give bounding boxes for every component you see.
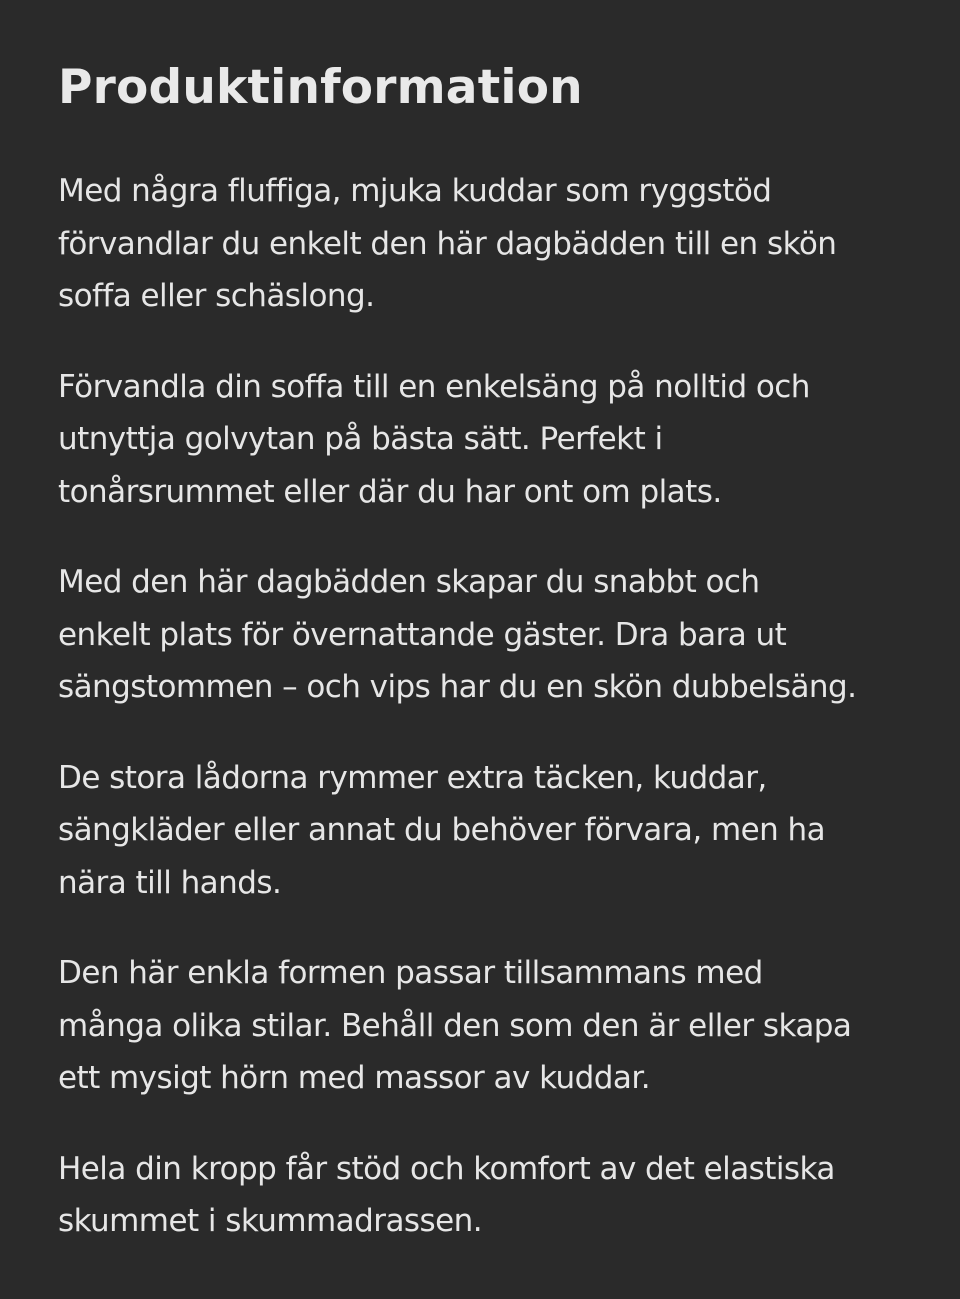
- paragraph-line: De stora lådorna rymmer extra täcken, kuddar,: [58, 759, 767, 796]
- paragraph-line: Med några fluffiga, mjuka kuddar som ryggstöd: [58, 173, 772, 209]
- description-paragraph: [58, 361, 908, 519]
- paragraph-line: enkelt plats för övernattande gäster. Dra bara ut: [58, 616, 787, 653]
- paragraph-line: ett mysigt hörn med massor av kuddar.: [58, 1060, 651, 1096]
- paragraph-line: Förvandla din soffa till en enkelsäng på nolltid och: [58, 368, 810, 405]
- paragraph-line: soffa eller schäslong.: [58, 278, 375, 314]
- paragraph-line: Den här enkla formen passar tillsammans med: [58, 955, 763, 991]
- paragraph-line: tonårsrummet eller där du har ont om plats.: [58, 473, 722, 510]
- paragraph-line: nära till hands.: [58, 864, 282, 901]
- paragraph-line: Med den här dagbädden skapar du snabbt och: [58, 564, 760, 600]
- product-description: [58, 165, 902, 1248]
- page-title: Produktinformation: [58, 60, 583, 115]
- paragraph-line: Hela din kropp får stöd och komfort av det elastiska: [58, 1150, 835, 1187]
- description-paragraph: [58, 947, 908, 1105]
- paragraph-line: förvandlar du enkelt den här dagbädden till en skön: [58, 225, 837, 262]
- paragraph-line: sängstommen – och vips har du en skön dubbelsäng.: [58, 669, 857, 705]
- paragraph-line: skummet i skummadrassen.: [58, 1203, 483, 1239]
- description-paragraph: [58, 1143, 908, 1248]
- paragraph-line: sängkläder eller annat du behöver förvara, men ha: [58, 812, 826, 848]
- paragraph-line: många olika stilar. Behåll den som den är eller skapa: [58, 1007, 852, 1044]
- description-paragraph: [58, 752, 908, 910]
- description-paragraph: [58, 165, 908, 323]
- description-paragraph: [58, 556, 908, 714]
- paragraph-line: utnyttja golvytan på bästa sätt. Perfekt i: [58, 421, 663, 457]
